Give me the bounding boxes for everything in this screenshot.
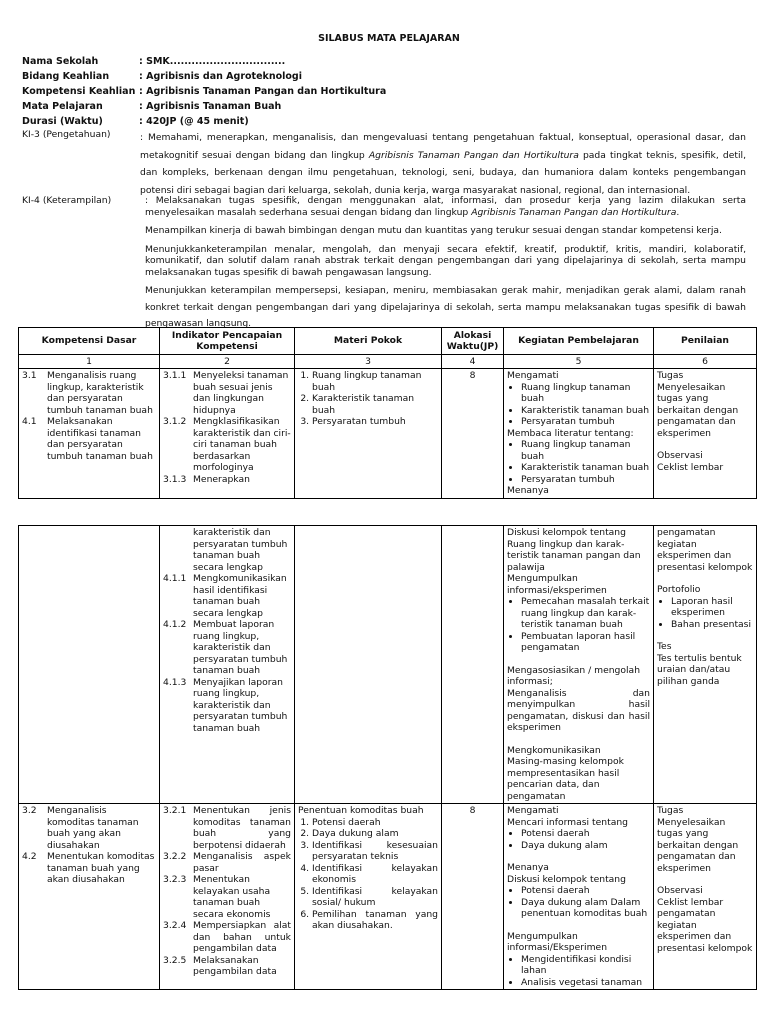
penilaian-line: Tugas [657,370,684,381]
spacer [507,734,650,745]
kegiatan-heading: Mengasosiasikan / mengolah informasi; [507,664,641,687]
materi-item: 3. Identifikasi kesesuaian persyaratan teknis [312,840,438,863]
penilaian-line: Observasi [657,885,703,896]
indikator-item [163,474,291,486]
col-number: 3 [295,355,442,369]
meta-value: : Agribisnis Tanaman Pangan dan Hortikultura [139,86,387,97]
spacer [507,851,650,862]
meta-label: Mata Pelajaran [22,101,103,112]
indikator-cell [160,369,295,499]
table-row [19,369,757,499]
indikator-text: Menyajikan laporan ruang lingkup, karakteristik dan persyaratan tumbuh tanaman buah [193,676,288,734]
identity-block [22,56,386,131]
kd-number: 3.2 [22,805,37,816]
kegiatan-item: • Pembuatan laporan hasil pengamatan [521,631,650,654]
meta-row-field [22,71,386,86]
kegiatan-item: • Potensi daerah [521,828,650,840]
kegiatan-heading: Mengamati [507,370,559,381]
header-kegiatan: Kegiatan Pembelajaran [504,328,654,355]
ki3-text-b: pada tingkat teknis, spesifik, detil, dan kompleks, berkenaan dengan ilmu pengetahuan, teknologi, seni, budaya, dan humaniora dalam konteks pengembangan potensi diri sebagai bagian dari keluarga, sekolah, dunia kerja, warga masyarakat nasional, regional, dan internasional. [140,149,746,196]
kegiatan-list [507,885,650,920]
kegiatan-item: • Mengidentifikasi kondisi lahan [521,954,650,977]
kd-item [22,416,156,462]
indikator-item [163,370,291,416]
indikator-text: Menyeleksi tanaman buah sesuai jenis dan lingkungan hidupnya [193,370,289,416]
kd-cell [19,804,160,990]
indikator-text: Menganalisis aspek pasar [193,851,291,874]
penilaian-line: pengamatan kegiatan eksperimen dan presentasi kelompok [657,527,753,573]
indikator-text: Menerapkan [193,473,250,485]
ki3-text-a: : Memahami, menerapkan, menganalisis, dan mengevaluasi tentang pengetahuan faktual, konseptual, operasional dasar, dan metakognitif sesuai dengan bidang dan lingkup [140,132,746,161]
materi-cell [295,526,442,804]
col-number: 6 [654,355,757,369]
kegiatan-text: Masing-masing kelompok mempresentasikan hasil pencarian data, dan pengamatan [507,756,624,802]
indikator-text: Melaksanakan pengambilan data [193,954,277,977]
indikator-number: 3.2.1 [163,805,187,816]
kegiatan-cell [504,369,654,499]
indikator-item [163,527,291,573]
indikator-text: karakteristik dan persyaratan tumbuh tanaman buah secara lengkap [193,527,288,573]
penilaian-cell [654,804,757,990]
kegiatan-text: Diskusi kelompok tentang Ruang lingkup dan karak-teristik tanaman pangan dan palawija [507,527,641,573]
ki3-text-italic: Agribisnis Tanaman Pangan dan Hortikultura [368,149,579,161]
kegiatan-item: • Persyaratan tumbuh [521,474,650,486]
kegiatan-cell [504,526,654,804]
spacer [657,573,753,584]
spacer [507,654,650,665]
kegiatan-cell [504,804,654,990]
penilaian-spacer [657,439,753,450]
materi-list [298,817,438,932]
ki4-label: KI-4 (Keterampilan) [22,195,112,206]
penilaian-line: Tugas [657,805,684,816]
kegiatan-item: • Karakteristik tanaman buah [521,462,650,474]
materi-item: 2. Karakteristik tanaman buah [312,393,438,416]
penilaian-line: Menyelesaikan tugas yang berkaitan dengan pengamatan dan eksperimen [657,381,739,439]
ki4-paragraph-1 [145,195,746,218]
penilaian-line: Tes [657,641,672,652]
indikator-item [163,851,291,874]
ki3-label: KI-3 (Pengetahuan) [22,129,111,140]
col-number: 4 [442,355,504,369]
kd-text: Menganalisis komoditas tanaman buah yang akan diusahakan [47,805,139,851]
indikator-number: 4.1.1 [163,573,187,584]
kegiatan-text: Mencari informasi tentang [507,816,628,828]
kegiatan-heading: Mengkomunikasikan [507,744,601,756]
penilaian-line: Menyelesaikan tugas yang berkaitan dengan pengamatan dan eksperimen [657,816,739,874]
indikator-text: Menentukan jenis komoditas tanaman buah yang berpotensi didaerah [193,805,291,851]
penilaian-list [657,596,753,631]
materi-item: 5. Identifikasi kelayakan sosial/ hukum [312,886,438,909]
penilaian-spacer [657,874,753,885]
ki3-text [140,129,746,199]
kd-item [22,805,156,851]
kegiatan-list [507,439,650,485]
indikator-cell [160,804,295,990]
meta-label: Kompetensi Keahlian [22,86,136,97]
syllabus-table-part-1 [18,327,757,499]
indikator-number: 3.1.1 [163,370,187,381]
kegiatan-text: Menganalisis dan menyimpulkan hasil pengamatan, diskusi dan hasil eksperimen [507,687,650,733]
kd-text: Menentukan komoditas tanaman buah yang akan diusahakan [47,851,155,885]
indikator-item [163,920,291,955]
header-kompetensi-dasar: Kompetensi Dasar [19,328,160,355]
indikator-item [163,874,291,920]
penilaian-line: Portofolio [657,584,701,595]
ki4-paragraph-3: Menunjukkanketerampilan menalar, mengolah, dan menyaji secara efektif, kreatif, produktif, kritis, mandiri, kolaboratif, komunikatif, dan solutif dalam ranah abstrak terkait dengan pengembangan dari yang dipelajarinya di sekolah, serta mampu melaksanakan tugas spesifik di bawah pengawasan langsung. [145,243,746,278]
kd-text: Menganalisis ruang lingkup, karakteristik dan persyaratan tumbuh tanaman buah [47,370,153,416]
materi-item: 1. Potensi daerah [312,817,438,829]
kd-number: 4.1 [22,416,37,427]
jp-cell: 8 [442,804,504,990]
ki4-text [145,195,746,340]
indikator-item [163,805,291,851]
kegiatan-heading: Membaca literatur tentang: [507,427,634,439]
kd-number: 3.1 [22,370,37,381]
meta-row-subject [22,101,386,116]
materi-cell [295,804,442,990]
penilaian-cell [654,369,757,499]
meta-value: : Agribisnis dan Agroteknologi [139,71,302,82]
kegiatan-item: • Potensi daerah [521,885,650,897]
ki4-p1-a: : Melaksanakan tugas spesifik, dengan menggunakan alat, informasi, dan prosedur kerja yang lazim dilakukan serta menyelesaikan masalah sederhana sesuai dengan bidang dan lingkup [145,195,746,218]
penilaian-line: Tes tertulis bentuk uraian dan/atau pilihan ganda [657,652,742,687]
kegiatan-heading: Mengumpulkan informasi/Eksperimen [507,930,608,953]
kegiatan-list [507,596,650,654]
meta-row-school [22,56,386,71]
materi-item: 1. Ruang lingkup tanaman buah [312,370,438,393]
meta-label: Durasi (Waktu) [22,116,103,127]
kegiatan-item: • Daya dukung alam Dalam penentuan komoditas buah [521,897,650,920]
kd-number: 4.2 [22,851,37,862]
materi-cell [295,369,442,499]
indikator-text: Membuat laporan ruang lingkup, karakteristik dan persyaratan tumbuh tanaman buah [193,619,288,676]
kd-cell [19,369,160,499]
kegiatan-list [507,954,650,989]
header-materi: Materi Pokok [295,328,442,355]
kd-item [22,370,156,416]
materi-heading: Penentuan komoditas buah [298,805,424,816]
table-row [19,526,757,804]
penilaian-cell [654,526,757,804]
indikator-number: 3.1.3 [163,473,187,485]
page-title: SILABUS MATA PELAJARAN [318,33,460,44]
penilaian-item: • Bahan presentasi [671,619,753,631]
col-number: 2 [160,355,295,369]
materi-item: 3. Persyaratan tumbuh [312,416,438,428]
materi-item: 2. Daya dukung alam [312,828,438,840]
penilaian-line: Observasi [657,450,703,461]
indikator-item [163,573,291,619]
penilaian-line: Ceklist lembar pengamatan kegiatan eksperimen dan presentasi kelompok [657,896,753,954]
indikator-text: Mengklasifikasikan karakteristik dan ciri-ciri tanaman buah berdasarkan morfologinya [193,416,291,473]
meta-value: : Agribisnis Tanaman Buah [139,101,282,112]
indikator-number: 3.2.3 [163,874,187,885]
indikator-number: 3.1.2 [163,416,187,427]
indikator-text: Menentukan kelayakan usaha tanaman buah secara ekonomis [193,874,271,920]
jp-cell [442,526,504,804]
kegiatan-item: • Karakteristik tanaman buah [521,405,650,417]
indikator-text: Mengkomunikasikan hasil identifikasi tanaman buah secara lengkap [193,573,287,619]
column-number-row [19,355,757,369]
kd-cell [19,526,160,804]
ki4-paragraph-2: Menampilkan kinerja di bawah bimbingan dengan mutu dan kuantitas yang terukur sesuai dengan standar kompetensi kerja. [145,225,722,236]
materi-list [298,370,438,428]
kegiatan-item: • Ruang lingkup tanaman buah [521,382,650,405]
ki4-paragraph-4: Menunjukkan keterampilan mempersepsi, kesiapan, meniru, membiasakan gerak mahir, menjadikan gerak alami, dalam ranah konkret terkait dengan pengembangan dari yang dipelajarinya di sekolah, serta mampu melaksanakan tugas spesifik di bawah pengawasan langsung. [145,285,746,329]
kegiatan-heading: Menanya [507,485,549,496]
meta-value: : SMK................................ [139,56,286,67]
table-row [19,804,757,990]
penilaian-line: Ceklist lembar [657,461,724,473]
materi-item: 4. Identifikasi kelayakan ekonomis [312,863,438,886]
indikator-item [163,677,291,735]
kd-text: Melaksanakan identifikasi tanaman dan persyaratan tumbuh tanaman buah [47,416,153,462]
indikator-number: 3.2.4 [163,920,187,931]
kegiatan-heading: Mengamati [507,805,559,816]
indikator-text: Mempersiapkan alat dan bahan untuk pengambilan data [193,920,291,954]
penilaian-item: • Laporan hasil eksperimen [671,596,753,619]
col-number: 1 [19,355,160,369]
spacer [507,920,650,931]
kegiatan-item: • Analisis vegetasi tanaman [521,977,650,989]
ki4-p1-b: . [676,206,680,218]
indikator-number: 4.1.3 [163,676,187,688]
header-indikator: Indikator Pencapaian Kompetensi [160,328,295,355]
meta-value: : 420JP (@ 45 menit) [139,116,249,127]
indikator-number: 4.1.2 [163,619,187,630]
meta-label: Bidang Keahlian [22,71,110,82]
col-number: 5 [504,355,654,369]
kegiatan-item: • Pemecahan masalah terkait ruang lingkup dan karak-teristik tanaman buah [521,596,650,631]
kegiatan-text: Diskusi kelompok tentang [507,873,626,885]
indikator-number: 3.2.2 [163,851,187,862]
spacer [657,630,753,641]
indikator-item [163,619,291,677]
kegiatan-heading: Mengumpulkan informasi/eksperimen [507,573,607,596]
ki4-p1-italic: Agribisnis Tanaman Pangan dan Hortikultura [471,206,677,218]
kegiatan-item: • Ruang lingkup tanaman buah [521,439,650,462]
indikator-number [163,527,193,573]
kd-item [22,851,156,886]
indikator-number: 3.2.5 [163,954,187,966]
meta-row-competency [22,86,386,101]
jp-cell: 8 [442,369,504,499]
indikator-item [163,416,291,474]
indikator-cell [160,526,295,804]
kegiatan-item: • Daya dukung alam [521,840,650,852]
kegiatan-list [507,382,650,428]
kegiatan-list [507,828,650,851]
header-alokasi: Alokasi Waktu(JP) [442,328,504,355]
indikator-item [163,955,291,978]
meta-label: Nama Sekolah [22,56,99,67]
kegiatan-item: • Persyaratan tumbuh [521,416,650,428]
kegiatan-heading: Menanya [507,862,549,873]
materi-item: 6. Pemilihan tanaman yang akan diusahakan. [312,909,438,932]
table-header-row [19,328,757,355]
header-penilaian: Penilaian [654,328,757,355]
syllabus-table-part-2 [18,525,757,990]
